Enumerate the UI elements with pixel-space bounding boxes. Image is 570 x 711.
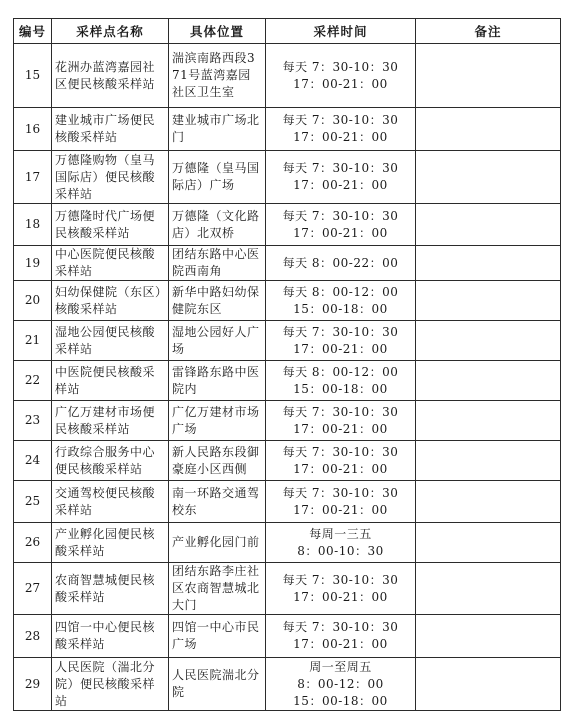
row-sampling-time: 每天 8：00-12：00 15：00-18：00 [266,361,416,401]
sampling-sites-table-container [13,18,560,708]
row-num: 20 [14,281,52,321]
header-note: 备注 [416,19,561,44]
row-location: 新人民路东段御豪庭小区西侧 [169,441,266,481]
row-site-name: 农商智慧城便民核酸采样站 [52,563,169,615]
table-row [14,615,561,658]
row-note [416,321,561,361]
table-row [14,151,561,204]
table-row [14,441,561,481]
row-location: 广亿万建材市场广场 [169,401,266,441]
row-num: 22 [14,361,52,401]
row-note [416,151,561,204]
row-location: 建业城市广场北门 [169,108,266,151]
row-note [416,361,561,401]
row-location: 湿地公园好人广场 [169,321,266,361]
table-row [14,658,561,711]
row-note [416,523,561,563]
table-row [14,481,561,523]
row-note [416,108,561,151]
row-location: 四馆一中心市民广场 [169,615,266,658]
row-sampling-time: 每天 7：30-10：30 17：00-21：00 [266,563,416,615]
row-site-name: 万德隆购物（皇马国际店）便民核酸采样站 [52,151,169,204]
row-note [416,204,561,246]
row-location: 万德隆（文化路店）北双桥 [169,204,266,246]
row-note [416,281,561,321]
row-location: 万德隆（皇马国际店）广场 [169,151,266,204]
row-site-name: 行政综合服务中心便民核酸采样站 [52,441,169,481]
row-site-name: 万德隆时代广场便民核酸采样站 [52,204,169,246]
table-row [14,321,561,361]
row-note [416,615,561,658]
row-sampling-time: 每天 7：30-10：30 17：00-21：00 [266,401,416,441]
row-num: 29 [14,658,52,711]
row-location: 团结东路中心医院西南角 [169,246,266,281]
row-location: 新华中路妇幼保健院东区 [169,281,266,321]
row-site-name: 交通驾校便民核酸采样站 [52,481,169,523]
row-site-name: 花洲办蓝湾嘉园社区便民核酸采样站 [52,44,169,108]
row-note [416,658,561,711]
row-num: 18 [14,204,52,246]
row-sampling-time: 周一至周五 8：00-12：00 15：00-18：00 [266,658,416,711]
table-row [14,523,561,563]
row-sampling-time: 每天 7：30-10：30 17：00-21：00 [266,44,416,108]
header-location: 具体位置 [169,19,266,44]
row-num: 23 [14,401,52,441]
row-location: 雷锋路东路中医院内 [169,361,266,401]
row-location: 湍滨南路西段371号蓝湾嘉园社区卫生室 [169,44,266,108]
row-location: 南一环路交通驾校东 [169,481,266,523]
row-num: 16 [14,108,52,151]
row-num: 15 [14,44,52,108]
row-site-name: 中心医院便民核酸采样站 [52,246,169,281]
table-header-row [14,19,561,44]
row-note [416,563,561,615]
row-num: 26 [14,523,52,563]
header-name: 采样点名称 [52,19,169,44]
table-row [14,361,561,401]
table-row [14,108,561,151]
row-num: 27 [14,563,52,615]
table-row [14,44,561,108]
row-site-name: 建业城市广场便民核酸采样站 [52,108,169,151]
table-row [14,281,561,321]
sampling-sites-table [13,18,561,711]
row-note [416,401,561,441]
row-sampling-time: 每周一三五 8：00-10：30 [266,523,416,563]
row-sampling-time: 每天 7：30-10：30 17：00-21：00 [266,481,416,523]
row-note [416,246,561,281]
row-site-name: 湿地公园便民核酸采样站 [52,321,169,361]
row-site-name: 中医院便民核酸采样站 [52,361,169,401]
row-location: 人民医院湍北分院 [169,658,266,711]
header-time: 采样时间 [266,19,416,44]
row-num: 17 [14,151,52,204]
row-note [416,441,561,481]
row-num: 21 [14,321,52,361]
row-sampling-time: 每天 7：30-10：30 17：00-21：00 [266,151,416,204]
table-row [14,563,561,615]
row-site-name: 人民医院（湍北分院）便民核酸采样站 [52,658,169,711]
row-sampling-time: 每天 8：00-12：00 15：00-18：00 [266,281,416,321]
table-row [14,246,561,281]
row-site-name: 四馆一中心便民核酸采样站 [52,615,169,658]
row-num: 28 [14,615,52,658]
row-location: 产业孵化园门前 [169,523,266,563]
table-row [14,401,561,441]
row-sampling-time: 每天 7：30-10：30 17：00-21：00 [266,441,416,481]
row-note [416,481,561,523]
row-site-name: 广亿万建材市场便民核酸采样站 [52,401,169,441]
row-num: 24 [14,441,52,481]
row-num: 25 [14,481,52,523]
row-sampling-time: 每天 7：30-10：30 17：00-21：00 [266,108,416,151]
row-sampling-time: 每天 7：30-10：30 17：00-21：00 [266,321,416,361]
row-note [416,44,561,108]
header-num: 编号 [14,19,52,44]
row-site-name: 产业孵化园便民核酸采样站 [52,523,169,563]
row-site-name: 妇幼保健院（东区）核酸采样站 [52,281,169,321]
table-row [14,204,561,246]
row-sampling-time: 每天 7：30-10：30 17：00-21：00 [266,204,416,246]
row-sampling-time: 每天 7：30-10：30 17：00-21：00 [266,615,416,658]
row-location: 团结东路李庄社区农商智慧城北大门 [169,563,266,615]
row-sampling-time: 每天 8：00-22：00 [266,246,416,281]
row-num: 19 [14,246,52,281]
table-body [14,44,561,711]
